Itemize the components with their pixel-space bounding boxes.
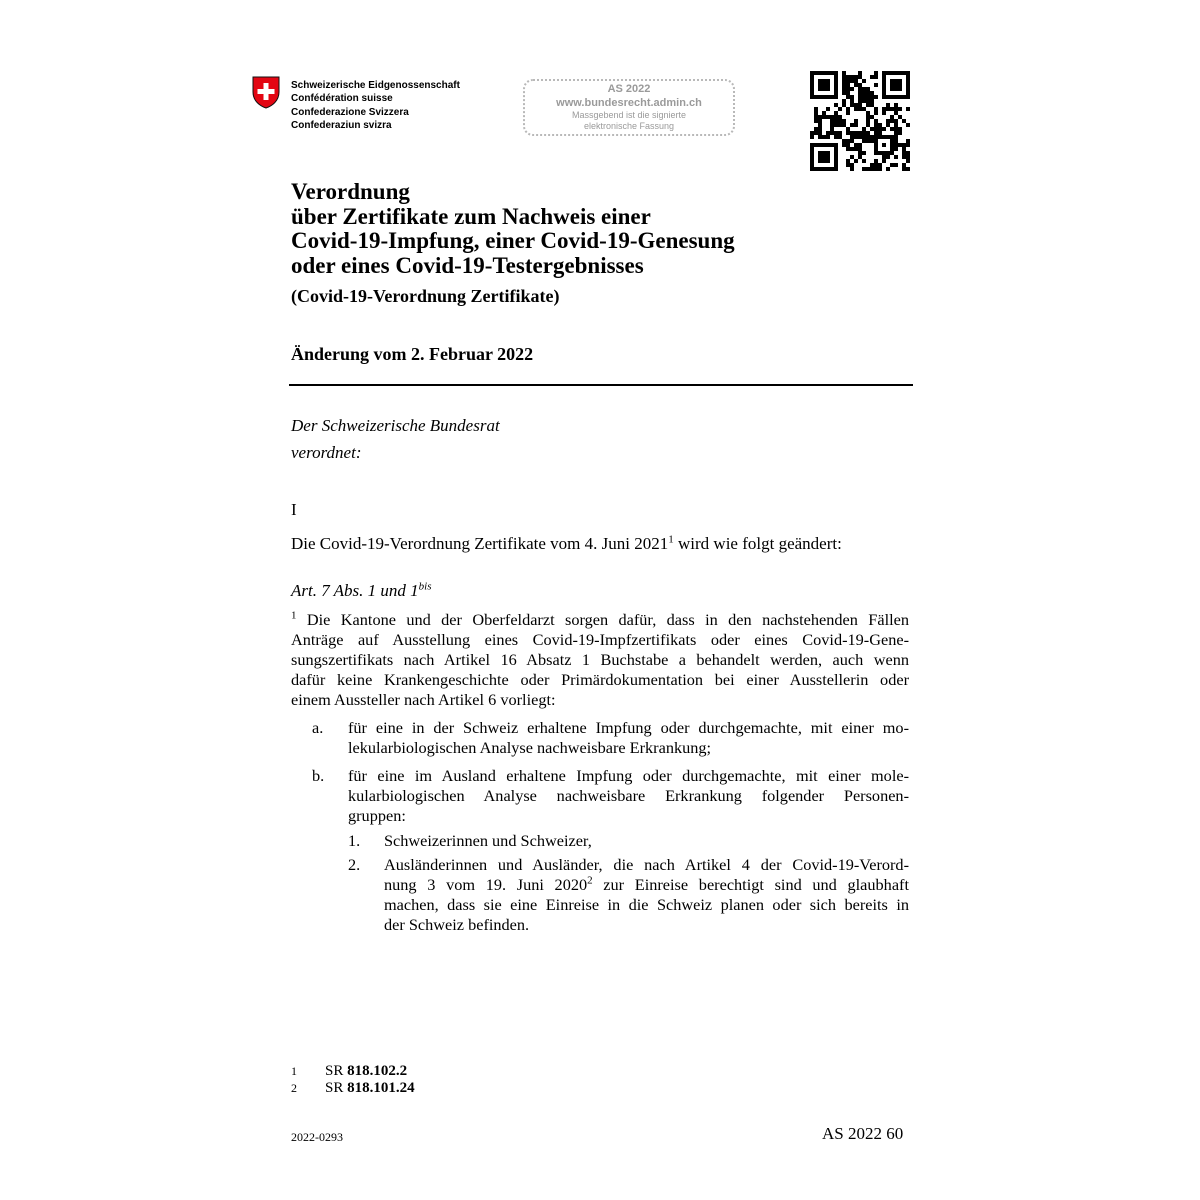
amendment-date: Änderung vom 2. Februar 2022 <box>291 344 534 364</box>
article-heading-sup: bis <box>418 580 432 593</box>
paragraph-number: 1 <box>291 609 297 622</box>
article-heading <box>291 581 432 601</box>
paragraph-line: dafür keine Krankengeschichte oder Primärdokumentation bei einer Ausstellerin oder <box>291 670 909 689</box>
sublist-item-line: nung 3 vom 19. Juni 2020$^2$ zur Einreise berechtigt sind und glaubhaft <box>384 874 909 894</box>
title-line: Verordnung <box>291 179 410 204</box>
sublist-item-line: der Schweiz befinden. <box>384 915 530 934</box>
footnote-number: 2 <box>291 1081 297 1095</box>
footnote-ref-2[interactable]: 2 <box>587 874 593 887</box>
preamble-authority: Der Schweizerische Bundesrat <box>291 416 500 435</box>
stamp-note-1: Massgebend ist die signierte <box>571 110 687 120</box>
list-item-line: lekularbiologischen Analyse nachweisbare Erkrankung; <box>348 738 712 757</box>
confederation-name-rm: Confederaziun svizra <box>291 119 392 131</box>
title-line: oder eines Covid-19-Testergebnisses <box>291 252 644 278</box>
section-numeral: I <box>291 500 297 519</box>
paragraph-line: sungszertifikats nach Artikel 16 Absatz 1 Buchstabe a behandelt werden, auch wenn <box>291 650 909 669</box>
confederation-names <box>291 79 460 132</box>
ordinance-title <box>291 180 735 278</box>
footnote-number: 1 <box>291 1064 297 1078</box>
list-item-marker: b. <box>312 766 325 785</box>
official-collection-number: AS 2022 60 <box>822 1124 904 1143</box>
confederation-name-it: Confederazione Svizzera <box>291 106 409 118</box>
intro-text: Die Covid-19-Verordnung Zertifikate vom 4. Juni 2021 <box>291 534 669 553</box>
article-heading-text: Art. 7 Abs. 1 und 1 <box>291 581 419 600</box>
sublist-item-marker: 2. <box>348 855 361 874</box>
footnote-text: SR 818.102.2 <box>325 1063 408 1079</box>
stamp-url: www.bundesrecht.admin.ch <box>556 97 702 109</box>
swiss-crest-icon <box>251 75 281 109</box>
title-line: Covid-19-Impfung, einer Covid-19-Genesung <box>291 228 735 253</box>
list-item-line: für eine in der Schweiz erhaltene Impfung oder durchgemachte, mit einer mo- <box>348 718 909 737</box>
list-item-line: für eine im Ausland erhaltene Impfung oder durchgemachte, mit einer mole- <box>348 766 909 785</box>
preamble-decrees: verordnet: <box>291 443 362 462</box>
footnote-text: SR 818.101.24 <box>325 1080 415 1096</box>
paragraph-line: $^1$ Die Kantone und der Oberfeldarzt sorgen dafür, dass in den nachstehenden Fällen <box>291 609 909 629</box>
official-publication-stamp <box>523 79 735 136</box>
paragraph-line: Anträge auf Ausstellung eines Covid-19-Impfzertifikats oder eines Covid-19-Gene- <box>291 630 909 649</box>
short-title: (Covid-19-Verordnung Zertifikate) <box>291 286 560 306</box>
sublist-item-marker: 1. <box>348 831 361 850</box>
list-item-line: gruppen: <box>348 806 406 825</box>
list-item-marker: a. <box>312 718 324 737</box>
title-divider <box>289 384 913 386</box>
sublist-item-line: machen, dass sie eine Einreise in die Schweiz planen oder sich bereits in <box>384 895 909 914</box>
footnote-sr-link[interactable]: 818.102.2 <box>347 1063 408 1079</box>
intro-text-end: wird wie folgt geändert: <box>673 534 842 553</box>
amendment-intro <box>291 534 842 554</box>
sublist-item-line: Ausländerinnen und Ausländer, die nach Artikel 4 der Covid-19-Verord- <box>384 855 909 874</box>
list-item-line: kularbiologischen Analyse nachweisbare Erkrankung folgender Personen- <box>348 786 909 805</box>
paragraph-line: einem Aussteller nach Artikel 6 vorliegt: <box>291 690 556 709</box>
footnote-sr-link[interactable]: 818.101.24 <box>347 1080 415 1096</box>
confederation-name-de: Schweizerische Eidgenossenschaft <box>291 80 460 91</box>
title-line: über Zertifikate zum Nachweis einer <box>291 203 651 229</box>
stamp-note-2: elektronische Fassung <box>583 121 675 131</box>
qr-code-icon <box>810 71 910 171</box>
footnote-ref-1[interactable]: 1 <box>668 533 674 546</box>
stamp-collection: AS 2022 <box>607 83 651 95</box>
confederation-name-fr: Confédération suisse <box>291 93 393 105</box>
sublist-item-line: Schweizerinnen und Schweizer, <box>384 831 592 850</box>
document-number: 2022-0293 <box>291 1130 343 1144</box>
